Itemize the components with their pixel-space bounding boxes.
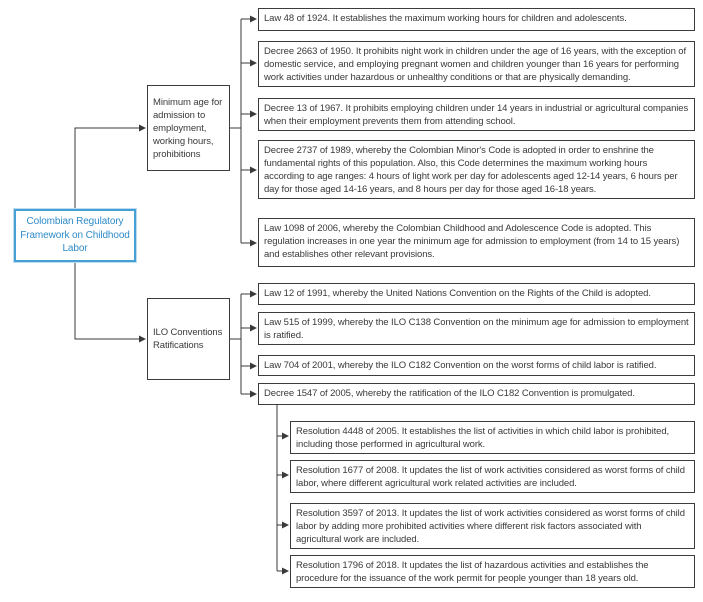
leaf-node-law-515-1999: Law 515 of 1999, whereby the ILO C138 Convention on the minimum age for admission to employment is ratified.	[258, 312, 695, 345]
connector-minimum-age-branches	[230, 19, 250, 243]
leaf-node-decree-2737-1989: Decree 2737 of 1989, whereby the Colombian Minor's Code is adopted in order to enshrine the fundamental rights of this population. Also, this Code determines the maximum working hours according to age ranges: 4 hours of light work per day for adolescents aged 12-14 years, 6 hours per day for those aged 14-16 years, and 8 hours per day for those aged 16-18 years.	[258, 140, 695, 199]
leaf-node-resolution-1677-2008: Resolution 1677 of 2008. It updates the list of work activities considered as worst forms of child labor, where different agricultural work related activities are included.	[290, 460, 695, 493]
root-node: Colombian Regulatory Framework on Childhood Labor	[14, 209, 136, 262]
leaf-node-law-704-2001: Law 704 of 2001, whereby the ILO C182 Convention on the worst forms of child labor is ratified.	[258, 355, 695, 376]
leaf-node-resolution-4448-2005: Resolution 4448 of 2005. It establishes the list of activities in which child labor is prohibited, including those performed in agricultural work.	[290, 421, 695, 454]
leaf-node-decree-2663-1950: Decree 2663 of 1950. It prohibits night work in children under the age of 16 years, with the exception of domestic service, and employing pregnant women and children younger than 16 years for performing work activities under hazardous or unhealthy conditions or that are physically demanding.	[258, 41, 695, 87]
leaf-node-decree-13-1967: Decree 13 of 1967. It prohibits employing children under 14 years in industrial or agricultural companies when their employment prevents them from attending school.	[258, 98, 695, 131]
leaf-node-law-1098-2006: Law 1098 of 2006, whereby the Colombian Childhood and Adolescence Code is adopted. This regulation increases in one year the minimum age for admission to employment (from 14 to 15 years) and establishes other relevant provisions.	[258, 218, 695, 267]
category-node-minimum-age: Minimum age for admission to employment, working hours, prohibitions	[147, 85, 230, 171]
leaf-node-law-48-1924: Law 48 of 1924. It establishes the maximum working hours for children and adolescents.	[258, 8, 695, 31]
leaf-node-resolution-1796-2018: Resolution 1796 of 2018. It updates the list of hazardous activities and establishes the procedure for the issuance of the work permit for people younger than 18 years old.	[290, 555, 695, 588]
category-node-ilo-conventions: ILO Conventions Ratifications	[147, 298, 230, 380]
leaf-node-law-12-1991: Law 12 of 1991, whereby the United Nations Convention on the Rights of the Child is adopted.	[258, 283, 695, 305]
leaf-node-resolution-3597-2013: Resolution 3597 of 2013. It updates the list of work activities considered as worst forms of child labor by adding more prohibited activities where different risk factors associated with agricultural work are included.	[290, 503, 695, 549]
connector-ilo-branches	[230, 294, 250, 394]
connector-resolution-branches	[277, 405, 282, 571]
leaf-node-decree-1547-2005: Decree 1547 of 2005, whereby the ratification of the ILO C182 Convention is promulgated.	[258, 383, 695, 405]
